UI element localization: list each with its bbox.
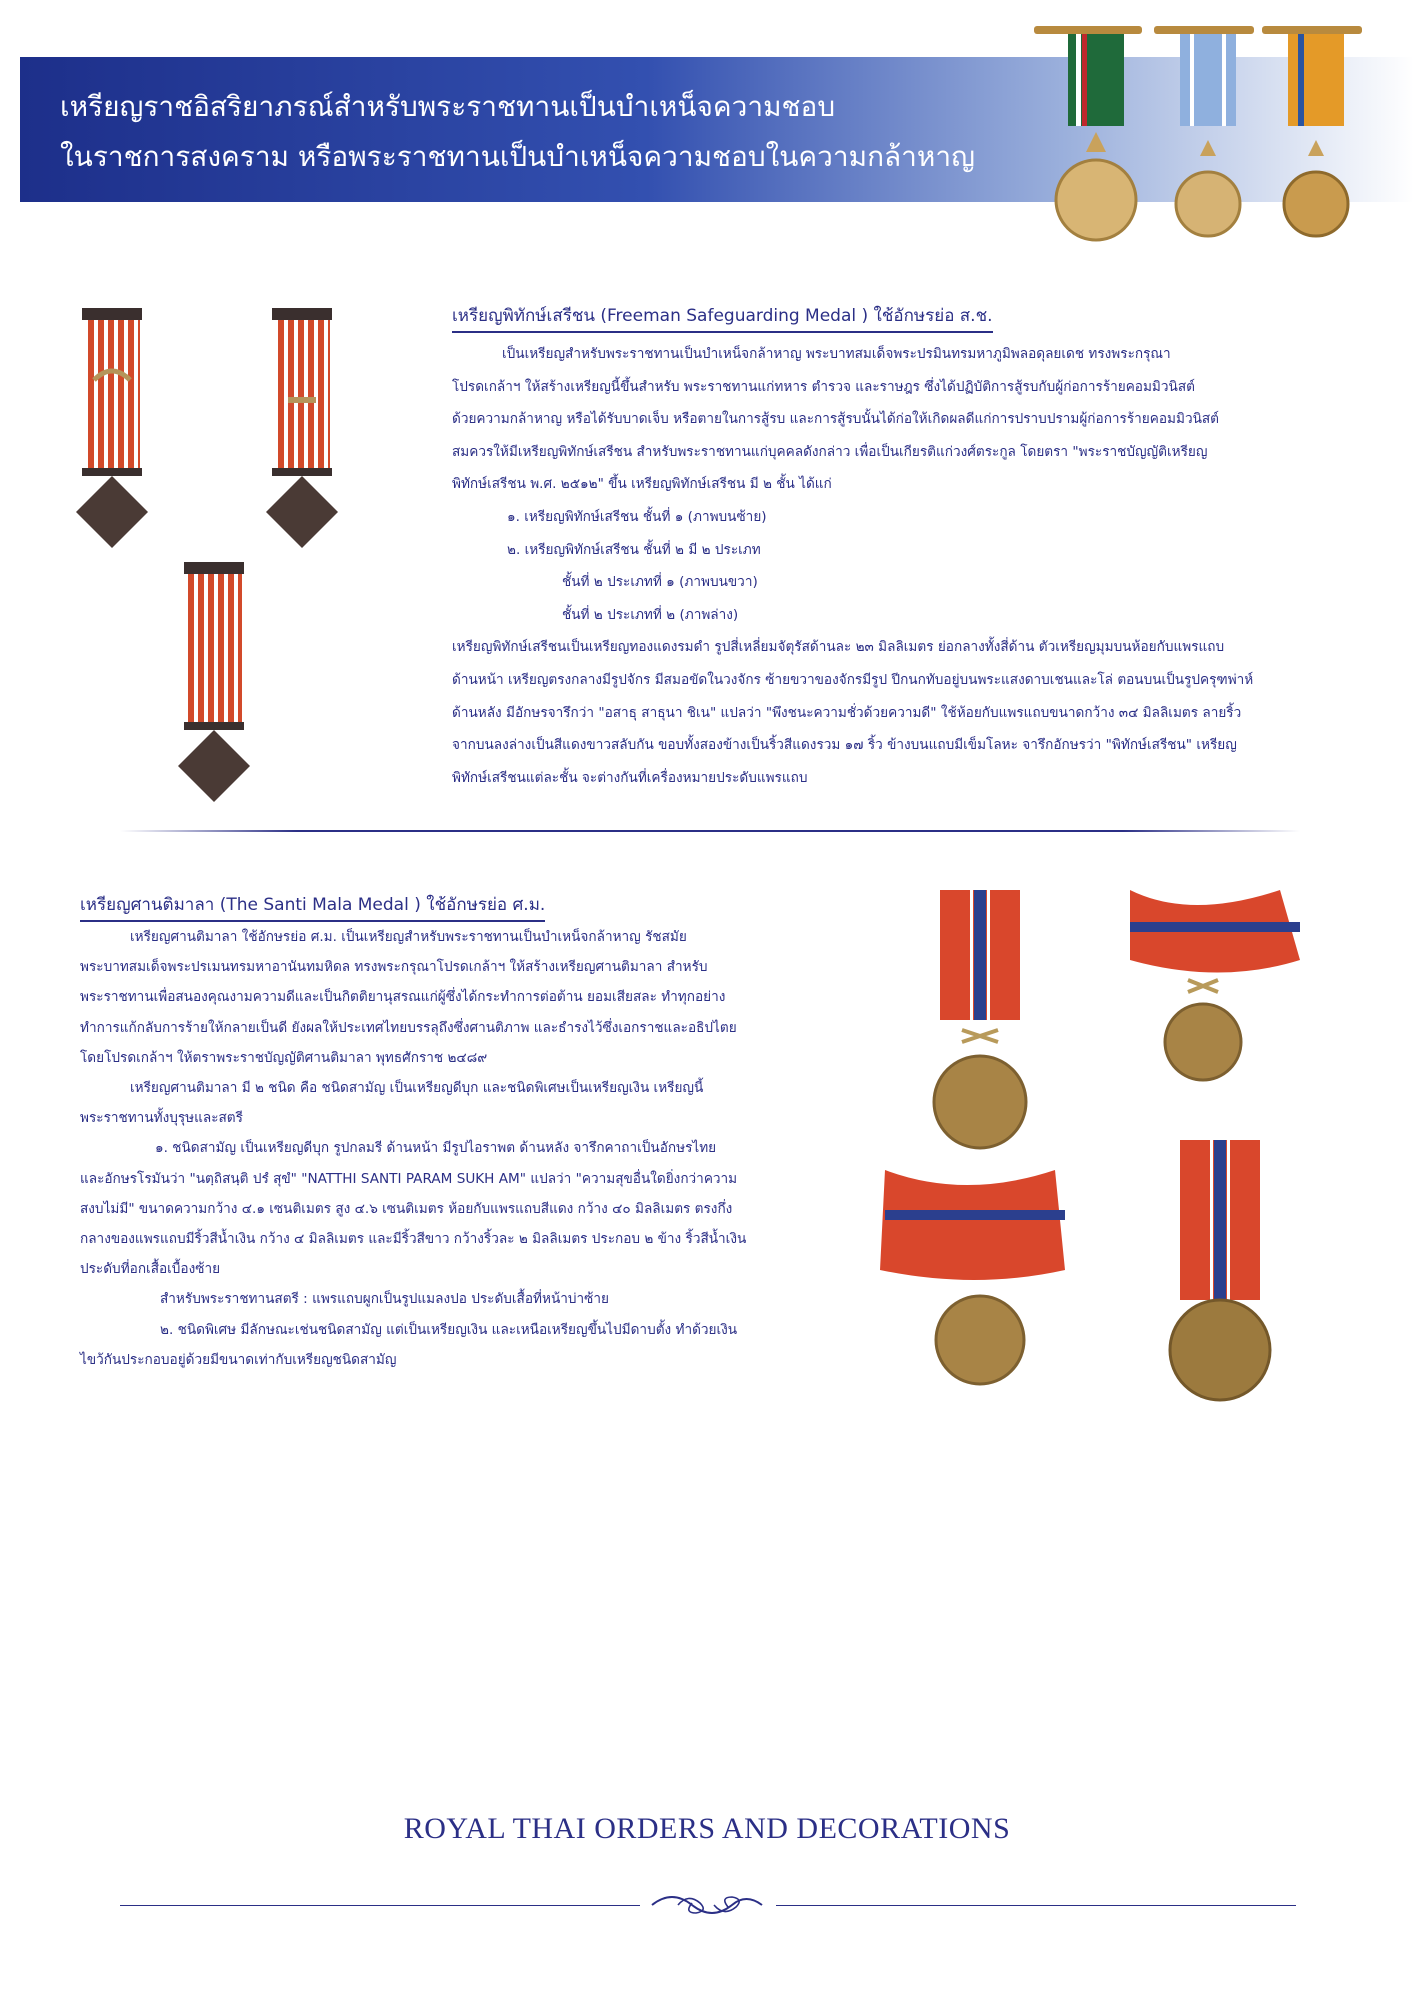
santi-mala-heading: เหรียญศานติมาลา (The Santi Mala Medal ) ใช้อักษรย่อ ศ.ม.	[80, 891, 545, 922]
ornament-icon	[648, 1888, 766, 1922]
footer-divider-right	[776, 1905, 1296, 1906]
freeman-text-line: เหรียญพิทักษ์เสรีชนเป็นเหรียญทองแดงรมดำ รูปสี่เหลี่ยมจัตุรัสด้านละ ๒๓ มิลลิเมตร ย่อกลางทั้งสี่ด้าน ตัวเหรียญมุมบนห้อยกับแพรแถบ	[452, 639, 1225, 656]
freeman-medal-heading: เหรียญพิทักษ์เสรีชน (Freeman Safeguarding Medal ) ใช้อักษรย่อ ส.ช.	[452, 302, 993, 333]
santi-text-line: และอักษรโรมันว่า "นตฺถิสนฺติ ปรํ สุขํ" "NATTHI SANTI PARAM SUKH AM" แปลว่า "ความสุขอื่นใดยิ่งกว่าความ	[80, 1170, 738, 1187]
freeman-text-line: จากบนลงล่างเป็นสีแดงขาวสลับกัน ขอบทั้งสองข้างเป็นริ้วสีแดงรวม ๑๗ ริ้ว ข้างบนแถบมีเข็มโลหะ จารึกอักษรว่า "พิทักษ์เสรีชน" เหรียญ	[452, 737, 1237, 754]
santi-text-line: สำหรับพระราชทานสตรี : แพรแถบผูกเป็นรูปแมลงปอ ประดับเสื้อที่หน้าบ่าซ้าย	[160, 1291, 609, 1308]
freeman-text-line: ๒. เหรียญพิทักษ์เสรีชน ชั้นที่ ๒ มี ๒ ประเภท	[507, 541, 761, 558]
freeman-text-line: ด้านหน้า เหรียญตรงกลางมีรูปจักร มีสมอขัดในวงจักร ซ้ายขวาของจักรมีรูป ปีกนกทับอยู่บนพระแสงดาบเชนและโล่ ตอนบนเป็นรูปครุฑพ่าห์	[452, 671, 1254, 688]
santi-text-line: พระบาทสมเด็จพระปรเมนทรมหาอานันทมหิดล ทรงพระกรุณาโปรดเกล้าฯ ให้สร้างเหรียญศานติมาลา สำหรับ	[80, 959, 708, 976]
santi-text-line: พระราชทานทั้งบุรุษและสตรี	[80, 1110, 243, 1127]
freeman-text-line: ชั้นที่ ๒ ประเภทที่ ๒ (ภาพล่าง)	[562, 606, 739, 623]
santi-text-line: โดยโปรดเกล้าฯ ให้ตราพระราชบัญญัติศานติมาลา พุทธศักราช ๒๔๘๙	[80, 1049, 488, 1066]
santi-text-line: เหรียญศานติมาลา ใช้อักษรย่อ ศ.ม. เป็นเหรียญสำหรับพระราชทานเป็นบำเหน็จกล้าหาญ รัชสมัย	[130, 929, 687, 945]
santi-text-line: ทำการแก้กลับการร้ายให้กลายเป็นดี ยังผลให้ประเทศไทยบรรลุถึงซึ่งศานติภาพ และธำรงไว้ซึ่งเอกราชและอธิปไตย	[80, 1019, 737, 1036]
freeman-medal-text	[452, 338, 1253, 794]
banner-title-line1: เหรียญราชอิสริยาภรณ์สำหรับพระราชทานเป็นบำเหน็จความชอบ	[60, 90, 836, 123]
freeman-text-line: เป็นเหรียญสำหรับพระราชทานเป็นบำเหน็จกล้าหาญ พระบาทสมเด็จพระปรมินทรมหาภูมิพลอดุลยเดช ทรงพระกรุณา	[502, 346, 1171, 362]
santi-text-line: ประดับที่อกเสื้อเบื้องซ้าย	[80, 1261, 221, 1278]
santi-text-line: ไขว้กันประกอบอยู่ด้วยมีขนาดเท่ากับเหรียญชนิดสามัญ	[80, 1351, 397, 1368]
freeman-text-line: ด้านหลัง มีอักษรจารึกว่า "อสาธุ สาธุนา ชิเน" แปลว่า "พึงชนะความชั่วด้วยความดี" ใช้ห้อยกับแพรแถบขนาดกว้าง ๓๔ มิลลิเมตร ลายริ้ว	[452, 704, 1242, 721]
santi-text-line: ๒. ชนิดพิเศษ มีลักษณะเช่นชนิดสามัญ แต่เป็นเหรียญเงิน และเหนือเหรียญขึ้นไปมีดาบตั้ง ทำด้วยเงิน	[160, 1321, 738, 1338]
footer-divider-left	[120, 1905, 640, 1906]
footer-title: ROYAL THAI ORDERS AND DECORATIONS	[403, 1812, 1011, 1845]
santi-mala-text	[80, 922, 746, 1375]
freeman-text-line: สมควรให้มีเหรียญพิทักษ์เสรีชน สำหรับพระราชทานแก่บุคคลดังกล่าว เพื่อเป็นเกียรติแก่วงศ์ตระกูล โดยตรา "พระราชบัญญัติเหรียญ	[452, 443, 1208, 460]
santi-text-line: สงบไม่มี" ขนาดความกว้าง ๔.๑ เซนติเมตร สูง ๔.๖ เซนติเมตร ห้อยกับแพรแถบสีแดง กว้าง ๔๐ มิลลิเมตร ตรงกึ่ง	[80, 1200, 733, 1217]
santi-text-line: ๑. ชนิดสามัญ เป็นเหรียญดีบุก รูปกลมรี ด้านหน้า มีรูปไอราพต ด้านหลัง จารึกคาถาเป็นอักษรไทย	[155, 1140, 717, 1157]
freeman-text-line: ๑. เหรียญพิทักษ์เสรีชน ชั้นที่ ๑ (ภาพบนซ้าย)	[507, 508, 767, 525]
banner-title-line2: ในราชการสงคราม หรือพระราชทานเป็นบำเหน็จความชอบในความกล้าหาญ	[60, 140, 975, 173]
freeman-safeguarding-medals-image	[68, 300, 368, 820]
freeman-text-line: พิทักษ์เสรีชนแต่ละชั้น จะต่างกันที่เครื่องหมายประดับแพรแถบ	[452, 769, 808, 786]
santi-text-line: พระราชทานเพื่อสนองคุณงามความดีและเป็นกิตติยานุสรณแก่ผู้ซึ่งได้กระทำการต่อต้าน ยอมเสียสละ ทำทุกอย่าง	[80, 989, 726, 1006]
freeman-text-line: พิทักษ์เสรีชน พ.ศ. ๒๕๑๒" ขึ้น เหรียญพิทักษ์เสรีชน มี ๒ ชั้น ได้แก่	[452, 476, 832, 493]
banner-medals-image	[1030, 22, 1400, 252]
freeman-text-line: โปรดเกล้าฯ ให้สร้างเหรียญนี้ขึ้นสำหรับ พระราชทานแก่ทหาร ตำรวจ และราษฎร ซึ่งได้ปฏิบัติการสู้รบกับผู้ก่อการร้ายคอมมิวนิสต์	[452, 378, 1195, 395]
santi-text-line: กลางของแพรแถบมีริ้วสีน้ำเงิน กว้าง ๔ มิลลิเมตร และมีริ้วสีขาว กว้างริ้วละ ๒ มิลลิเมตร ประกอบ ๒ ข้าง ริ้วสีน้ำเงิน	[80, 1231, 747, 1248]
section-divider	[120, 830, 1300, 832]
freeman-text-line: ชั้นที่ ๒ ประเภทที่ ๑ (ภาพบนขวา)	[562, 574, 758, 591]
freeman-text-line: ด้วยความกล้าหาญ หรือได้รับบาดเจ็บ หรือตายในการสู้รบ และการสู้รบนั้นได้ก่อให้เกิดผลดีแก่การปราบปรามผู้ก่อการร้ายคอมมิวนิสต์	[452, 411, 1219, 428]
santi-text-line: เหรียญศานติมาลา มี ๒ ชนิด คือ ชนิดสามัญ เป็นเหรียญดีบุก และชนิดพิเศษเป็นเหรียญเงิน เหรียญนี้	[130, 1080, 704, 1097]
santi-mala-medals-image	[880, 880, 1320, 1420]
